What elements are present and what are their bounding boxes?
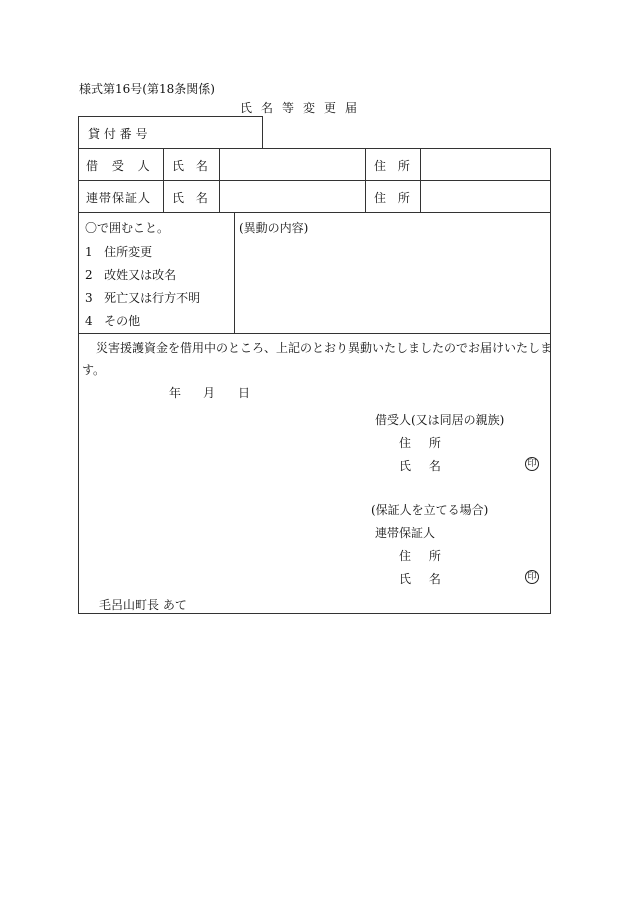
- borrower-name-field[interactable]: [231, 153, 359, 175]
- change-option-2[interactable]: [85, 266, 176, 283]
- loan-number-label: 貸 付 番 号: [88, 127, 148, 141]
- guarantor-name-field[interactable]: [231, 185, 359, 207]
- document-title: 氏名等変更届: [240, 101, 367, 115]
- col-divider: [420, 149, 421, 212]
- option-number: 3: [85, 291, 93, 305]
- date-month-label: 月: [203, 386, 216, 400]
- guarantor-signature-address-label: 住 所: [399, 549, 448, 563]
- col-divider: [365, 149, 366, 212]
- option-text: 死亡又は行方不明: [104, 291, 201, 305]
- date-day-label: 日: [238, 386, 251, 400]
- col-divider: [219, 149, 220, 212]
- row-divider: [79, 212, 550, 213]
- option-text: 改姓又は改名: [104, 268, 177, 282]
- borrower-name-label: 氏 名: [172, 159, 212, 173]
- guarantor-address-field[interactable]: [429, 185, 544, 207]
- seal-mark: 印: [525, 457, 539, 471]
- borrower-address-field[interactable]: [429, 153, 544, 175]
- borrower-address-label: 住 所: [374, 159, 414, 173]
- circle-instruction: 〇で囲むこと。: [85, 221, 170, 235]
- change-option-1[interactable]: [85, 243, 152, 260]
- option-text: その他: [104, 314, 141, 328]
- row-divider: [79, 180, 550, 181]
- row-divider: [79, 333, 550, 334]
- seal-mark: 印: [525, 570, 539, 584]
- change-details-field[interactable]: [239, 237, 544, 327]
- form-number: 様式第16号(第18条関係): [79, 82, 215, 96]
- signature-name-label: 氏 名: [399, 459, 448, 473]
- statement-line-1: 災害援護資金を借用中のところ、上記のとおり異動いたしましたのでお届けいたしま: [96, 341, 553, 355]
- col-divider: [234, 212, 235, 333]
- change-option-4[interactable]: [85, 312, 140, 329]
- change-details-label: (異動の内容): [239, 221, 309, 235]
- addressee: 毛呂山町長 あて: [99, 598, 187, 612]
- loan-number-box: [78, 116, 263, 149]
- guarantor-label: 連帯保証人: [86, 191, 152, 205]
- guarantor-name-label: 氏 名: [172, 191, 212, 205]
- option-text: 住所変更: [104, 245, 153, 259]
- guarantor-signature-heading: 連帯保証人: [375, 526, 436, 540]
- change-option-3[interactable]: [85, 289, 200, 306]
- guarantor-note: (保証人を立てる場合): [371, 503, 489, 517]
- option-number: 1: [85, 245, 93, 259]
- guarantor-signature-name-label: 氏 名: [399, 572, 448, 586]
- col-divider: [163, 149, 164, 212]
- form-table: [78, 148, 551, 614]
- option-number: 4: [85, 314, 93, 328]
- statement-line-2: す。: [82, 363, 106, 377]
- option-number: 2: [85, 268, 93, 282]
- borrower-label: 借 受 人: [86, 159, 155, 173]
- signature-address-label: 住 所: [399, 436, 448, 450]
- date-year-label: 年: [169, 386, 182, 400]
- borrower-signature-heading: 借受人(又は同居の親族): [375, 413, 505, 427]
- guarantor-address-label: 住 所: [374, 191, 414, 205]
